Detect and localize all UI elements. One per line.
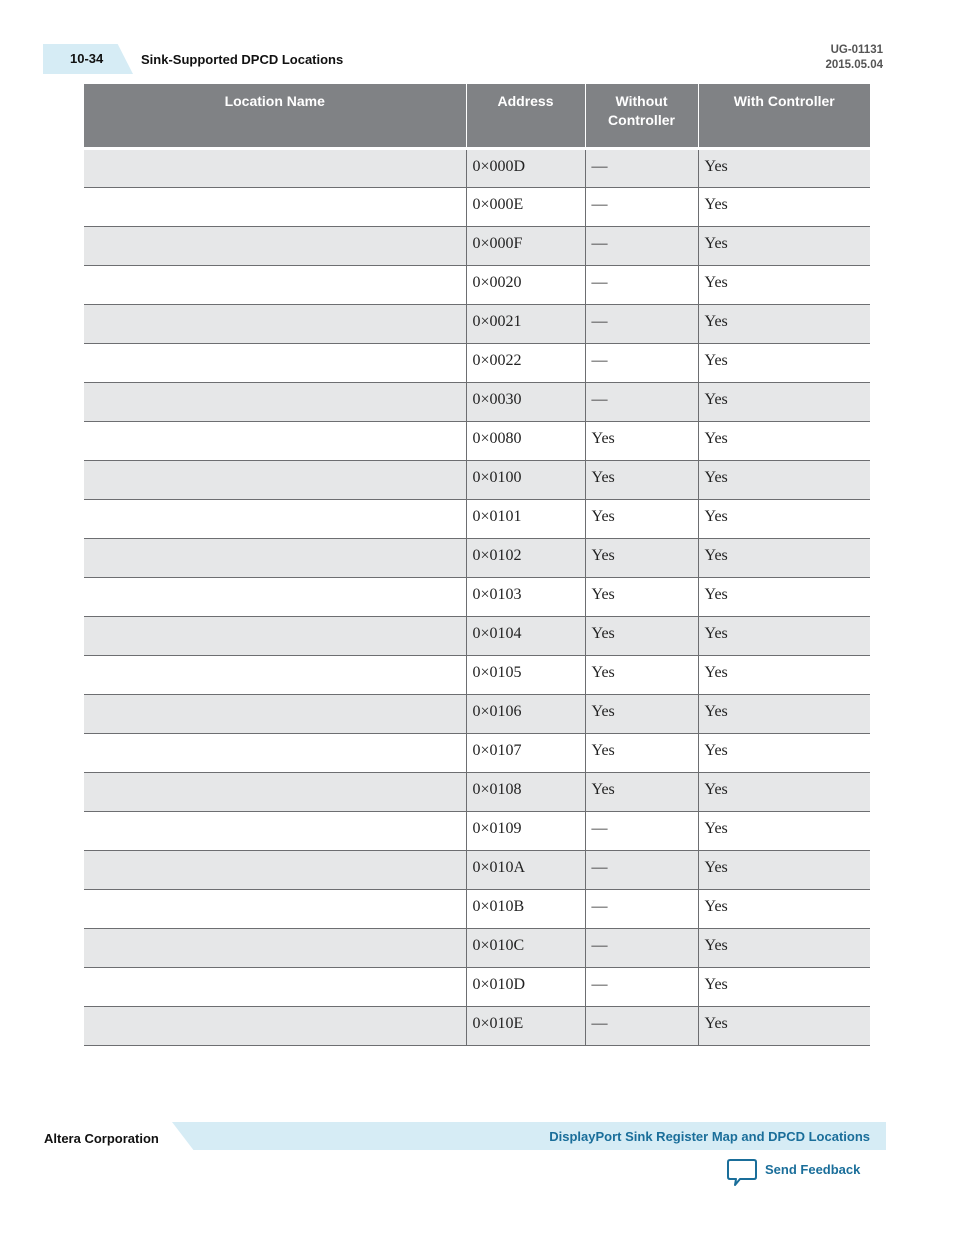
cell-without-controller: — [585,305,698,344]
table-body [84,149,870,1046]
cell-with-controller: Yes [698,656,870,695]
cell-without-controller: Yes [585,617,698,656]
cell-location-name [84,890,466,929]
cell-address: 0×0022 [466,344,585,383]
cell-address: 0×000F [466,227,585,266]
send-feedback-label: Send Feedback [765,1162,861,1177]
cell-with-controller: Yes [698,1007,870,1046]
cell-location-name [84,188,466,227]
table-row [84,188,870,227]
table-row [84,617,870,656]
column-header-address: Address [466,84,585,149]
cell-address: 0×0100 [466,461,585,500]
cell-location-name [84,617,466,656]
cell-address: 0×0021 [466,305,585,344]
cell-location-name [84,695,466,734]
table-row [84,773,870,812]
cell-location-name [84,539,466,578]
cell-location-name [84,149,466,188]
table-row [84,890,870,929]
cell-with-controller: Yes [698,851,870,890]
table-row [84,422,870,461]
cell-address: 0×0105 [466,656,585,695]
cell-with-controller: Yes [698,422,870,461]
chapter-link[interactable]: DisplayPort Sink Register Map and DPCD Locations [549,1129,870,1144]
cell-location-name [84,812,466,851]
cell-with-controller: Yes [698,773,870,812]
cell-location-name [84,266,466,305]
cell-address: 0×010B [466,890,585,929]
cell-without-controller: Yes [585,656,698,695]
cell-location-name [84,227,466,266]
cell-with-controller: Yes [698,344,870,383]
cell-with-controller: Yes [698,500,870,539]
table-row [84,539,870,578]
cell-without-controller: — [585,812,698,851]
cell-without-controller: — [585,266,698,305]
cell-address: 0×0103 [466,578,585,617]
column-header-without-controller: Without Controller [585,84,698,149]
cell-with-controller: Yes [698,266,870,305]
doc-info [825,43,883,73]
cell-without-controller: — [585,383,698,422]
cell-with-controller: Yes [698,968,870,1007]
cell-location-name [84,422,466,461]
cell-address: 0×0030 [466,383,585,422]
cell-without-controller: — [585,929,698,968]
cell-location-name [84,1007,466,1046]
table-row [84,1007,870,1046]
cell-without-controller: Yes [585,578,698,617]
table-row [84,851,870,890]
cell-address: 0×0108 [466,773,585,812]
cell-with-controller: Yes [698,383,870,422]
cell-address: 0×0102 [466,539,585,578]
cell-address: 0×0101 [466,500,585,539]
cell-without-controller: — [585,149,698,188]
cell-location-name [84,734,466,773]
cell-with-controller: Yes [698,890,870,929]
cell-without-controller: — [585,227,698,266]
cell-address: 0×000E [466,188,585,227]
cell-address: 0×000D [466,149,585,188]
cell-address: 0×0107 [466,734,585,773]
cell-address: 0×010A [466,851,585,890]
speech-bubble-icon [727,1158,757,1186]
cell-location-name [84,656,466,695]
cell-location-name [84,305,466,344]
table-row [84,344,870,383]
cell-with-controller: Yes [698,617,870,656]
cell-without-controller: Yes [585,461,698,500]
cell-without-controller: — [585,890,698,929]
cell-location-name [84,968,466,1007]
cell-address: 0×010E [466,1007,585,1046]
send-feedback-link[interactable] [727,1158,860,1186]
table-row [84,461,870,500]
cell-address: 0×010C [466,929,585,968]
dpcd-locations-table [84,84,870,1046]
cell-with-controller: Yes [698,227,870,266]
table-row [84,149,870,188]
cell-location-name [84,344,466,383]
doc-date: 2015.05.04 [825,59,883,71]
cell-with-controller: Yes [698,578,870,617]
table-row [84,695,870,734]
cell-without-controller: Yes [585,539,698,578]
table-row [84,812,870,851]
cell-with-controller: Yes [698,812,870,851]
table-row [84,734,870,773]
cell-location-name [84,383,466,422]
column-header-location-name: Location Name [84,84,466,149]
cell-address: 0×0104 [466,617,585,656]
cell-location-name [84,578,466,617]
cell-with-controller: Yes [698,305,870,344]
table-row [84,305,870,344]
cell-with-controller: Yes [698,539,870,578]
cell-location-name [84,461,466,500]
cell-address: 0×0080 [466,422,585,461]
cell-address: 0×0109 [466,812,585,851]
table-header-row [84,84,870,149]
cell-location-name [84,773,466,812]
table-row [84,929,870,968]
doc-id: UG-01131 [830,44,883,56]
cell-without-controller: Yes [585,773,698,812]
cell-with-controller: Yes [698,461,870,500]
table-row [84,578,870,617]
cell-address: 0×0106 [466,695,585,734]
cell-without-controller: Yes [585,500,698,539]
cell-without-controller: Yes [585,422,698,461]
cell-location-name [84,851,466,890]
cell-without-controller: Yes [585,695,698,734]
table-row [84,383,870,422]
cell-without-controller: — [585,968,698,1007]
cell-without-controller: — [585,1007,698,1046]
cell-address: 0×010D [466,968,585,1007]
cell-with-controller: Yes [698,929,870,968]
section-title: Sink-Supported DPCD Locations [141,52,344,67]
cell-without-controller: — [585,188,698,227]
table-row [84,266,870,305]
table-row [84,968,870,1007]
column-header-with-controller: With Controller [698,84,870,149]
cell-with-controller: Yes [698,695,870,734]
page-number: 10-34 [70,51,104,66]
cell-with-controller: Yes [698,149,870,188]
cell-with-controller: Yes [698,734,870,773]
table-row [84,227,870,266]
cell-without-controller: — [585,851,698,890]
cell-without-controller: — [585,344,698,383]
cell-without-controller: Yes [585,734,698,773]
cell-with-controller: Yes [698,188,870,227]
table-row [84,656,870,695]
company-name: Altera Corporation [44,1131,159,1146]
cell-location-name [84,500,466,539]
cell-address: 0×0020 [466,266,585,305]
cell-location-name [84,929,466,968]
table-row [84,500,870,539]
